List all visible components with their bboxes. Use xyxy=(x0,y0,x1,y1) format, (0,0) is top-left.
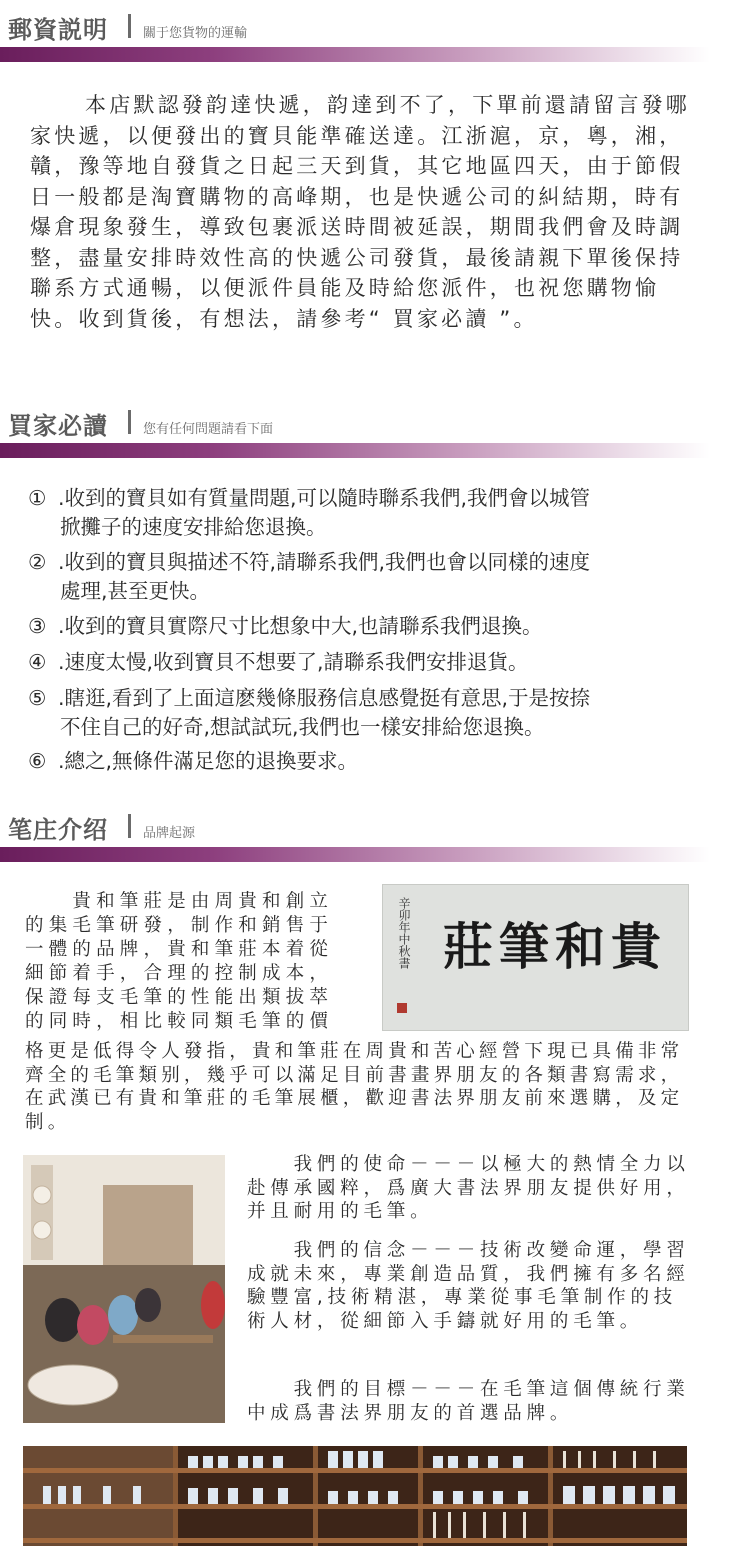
gradient-bar xyxy=(0,47,710,62)
item-number: ③ xyxy=(28,614,47,638)
list-item xyxy=(28,484,708,542)
item-number: ⑥ xyxy=(28,749,47,773)
brand-intro-line: 細節着手，合理的控制成本， xyxy=(25,963,334,984)
brand-intro-line: 貴和筆莊是由周貴和創立 xyxy=(25,891,334,912)
seal-stamp xyxy=(397,1003,407,1013)
item-text-continued: 掀攤子的速度安排給您退換。 xyxy=(60,515,327,539)
brush-shelves xyxy=(23,1446,687,1546)
brand-intro-line: 的集毛筆研發，制作和銷售于 xyxy=(25,915,334,936)
title-separator xyxy=(128,14,131,38)
brush-shop-photo xyxy=(23,1446,687,1546)
item-text: .瞎逛,看到了上面這麽幾條服務信息感覺挺有意思,于是按捺 xyxy=(58,686,591,710)
title-separator xyxy=(128,814,131,838)
mission-text: 我們的使命－－－以極大的熱情全力以赴傳承國粹，爲廣大書法界朋友提供好用，并且耐用的毛筆。 xyxy=(247,1154,690,1222)
calligraphy-image xyxy=(382,884,689,1031)
item-text: .總之,無條件滿足您的退換要求。 xyxy=(58,749,359,773)
list-item xyxy=(28,612,708,641)
item-number: ② xyxy=(28,550,47,574)
section-subtitle: 關于您貨物的運輸 xyxy=(143,26,248,41)
item-text: .收到的寶貝如有質量問題,可以隨時聯系我們,我們會以城管 xyxy=(58,486,591,510)
list-item xyxy=(28,684,708,742)
item-text-continued: 處理,甚至更快。 xyxy=(60,579,211,603)
list-item xyxy=(28,548,708,606)
brand-intro-line: 一體的品牌，貴和筆莊本着從 xyxy=(25,939,334,960)
brand-intro-line: 的同時，相比較同類毛筆的價 xyxy=(25,1011,334,1032)
section-title: 郵資説明 xyxy=(8,16,108,44)
workshop-photo xyxy=(23,1155,225,1423)
item-number: ④ xyxy=(28,650,47,674)
item-number: ⑤ xyxy=(28,686,47,710)
list-item xyxy=(28,747,708,776)
belief-text: 我們的信念－－－技術改變命運，學習成就未來，專業創造品質，我們擁有多名經驗豐富,技術精湛，專業從事毛筆制作的技術人材，從細節入手鑄就好用的毛筆。 xyxy=(247,1240,690,1332)
shipping-text: 本店默認發韵達快遞，韵達到不了，下單前還請留言發哪家快遞，以便發出的寶貝能準確送達。江浙滬，京，粵，湘，贛，豫等地自發貨之日起三天到貨，其它地區四天，由于節假日一般都是淘寶購物的高峰期，也是快遞公司的糾結期，時有爆倉現象發生，導致包裹派送時間被延誤，期間我們會及時調整，盡量安排時效性高的快遞公司發貨，最後請親下單後保持聯系方式通暢，以便派件員能及時給您派件，也祝您購物愉快。收到貨後，有想法，請參考“ 買家必讀 ”。 xyxy=(30,93,690,331)
section-title: 笔庄介绍 xyxy=(8,816,108,844)
section-title: 買家必讀 xyxy=(8,412,108,440)
item-text-continued: 不住自己的好奇,想試試玩,我們也一樣安排給您退換。 xyxy=(60,715,545,739)
title-separator xyxy=(128,410,131,434)
item-text: .收到的寶貝實際尺寸比想象中大,也請聯系我們退換。 xyxy=(58,614,543,638)
section-subtitle: 您有任何問題請看下面 xyxy=(143,422,274,437)
brand-intro-continued: 格更是低得令人發指，貴和筆莊在周貴和苦心經營下現已具備非常齊全的毛筆類别，幾乎可以滿足目前書畫界朋友的各類書寫需求，在武漢已有貴和筆莊的毛筆展櫃，歡迎書法界朋友前來選購，及定制。 xyxy=(25,1041,684,1133)
calligraphy-main: 貴和筆莊 xyxy=(443,917,667,976)
calligraphy-inscription: 辛卯年中秋書 xyxy=(397,897,411,969)
goal-text: 我們的目標－－－在毛筆這個傳統行業中成爲書法界朋友的首選品牌。 xyxy=(247,1379,690,1424)
list-item xyxy=(28,648,708,677)
item-text: .速度太慢,收到寶貝不想要了,請聯系我們安排退貨。 xyxy=(58,650,529,674)
item-text: .收到的寶貝與描述不符,請聯系我們,我們也會以同樣的速度 xyxy=(58,550,591,574)
gradient-bar xyxy=(0,443,710,458)
gradient-bar xyxy=(0,847,710,862)
brand-intro-line: 保證每支毛筆的性能出類拔萃 xyxy=(25,987,334,1008)
workshop-scene xyxy=(23,1155,225,1423)
section-subtitle: 品牌起源 xyxy=(143,826,196,841)
item-number: ① xyxy=(28,486,47,510)
